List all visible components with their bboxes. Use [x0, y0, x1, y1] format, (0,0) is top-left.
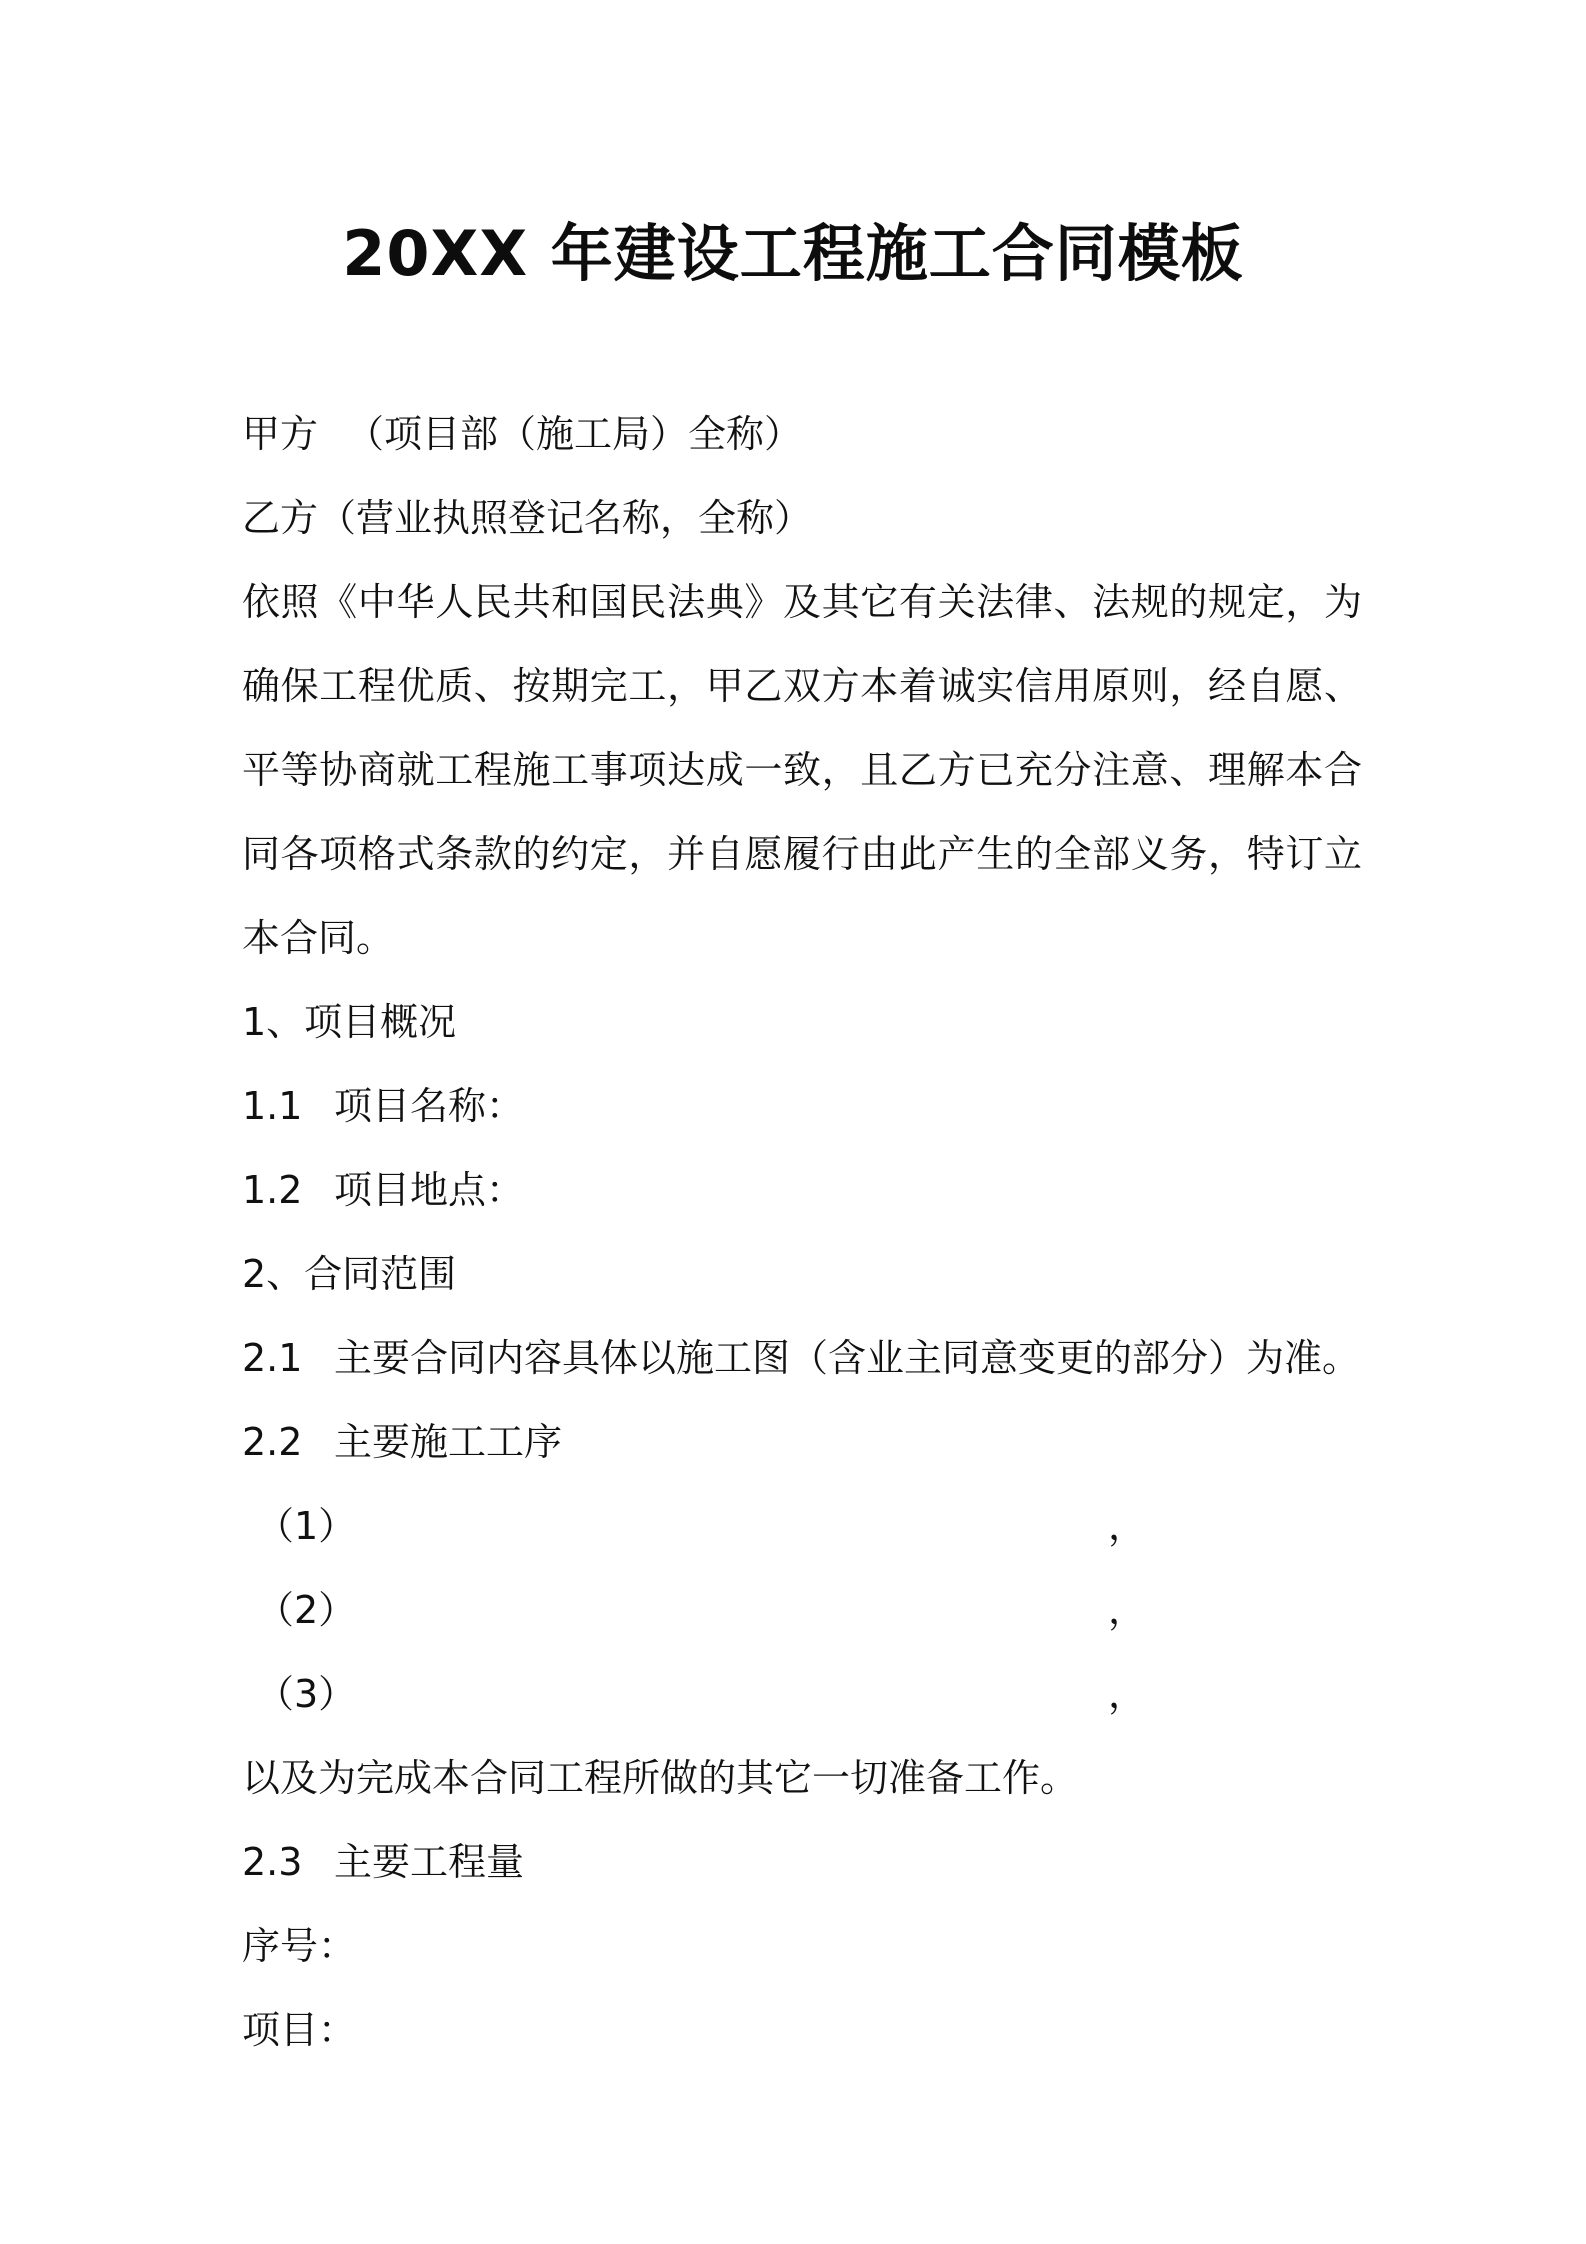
item-number: 2.2	[242, 1420, 303, 1464]
item-text: 项目名称：	[334, 1084, 525, 1128]
document-title: 20XX 年建设工程施工合同模板	[342, 217, 1244, 290]
procedure-comma: ，	[1108, 1588, 1147, 1632]
procedure-number: （2）	[256, 1588, 357, 1632]
project-label: 项目：	[242, 2008, 357, 2052]
procedure-row	[242, 1652, 1362, 1736]
item-number: 1.1	[242, 1084, 303, 1128]
item-text: 主要施工工序	[334, 1420, 563, 1464]
procedure-row	[242, 1568, 1362, 1652]
party-a-text: （项目部（施工局）全称）	[346, 412, 803, 456]
procedure-comma: ，	[1108, 1504, 1147, 1548]
procedure-number: （3）	[256, 1672, 357, 1716]
procedure-row	[242, 1484, 1362, 1568]
serial-label: 序号：	[242, 1924, 357, 1968]
section-1-heading: 1、项目概况	[242, 1000, 457, 1044]
party-b-line: 乙方（营业执照登记名称，全称）	[242, 496, 813, 540]
procedure-number: （1）	[256, 1504, 357, 1548]
item-text: 主要工程量	[334, 1840, 525, 1884]
item-number: 2.3	[242, 1840, 303, 1884]
procedures-tail: 以及为完成本合同工程所做的其它一切准备工作。	[242, 1756, 1079, 1800]
item-number: 1.2	[242, 1168, 303, 1212]
item-text: 主要合同内容具体以施工图（含业主同意变更的部分）为准。	[334, 1336, 1361, 1380]
party-a-label: 甲方	[242, 412, 319, 456]
intro-paragraph: 依照《中华人民共和国民法典》及其它有关法律、法规的规定，为确保工程优质、按期完工，甲乙双方本着诚实信用原则，经自愿、平等协商就工程施工事项达成一致，且乙方已充分注意、理解本合同各项格式条款的约定，并自愿履行由此产生的全部义务，特订立本合同。	[242, 580, 1362, 960]
item-2-1	[242, 1316, 1362, 1400]
document-body	[242, 392, 1362, 2072]
item-2-2	[242, 1400, 1362, 1484]
item-number: 2.1	[242, 1336, 303, 1380]
procedure-comma: ，	[1108, 1672, 1147, 1716]
party-a-line	[242, 392, 1362, 476]
section-2-heading: 2、合同范围	[242, 1252, 457, 1296]
item-text: 项目地点：	[334, 1168, 525, 1212]
item-1-2	[242, 1148, 1362, 1232]
item-1-1	[242, 1064, 1362, 1148]
item-2-3	[242, 1820, 1362, 1904]
